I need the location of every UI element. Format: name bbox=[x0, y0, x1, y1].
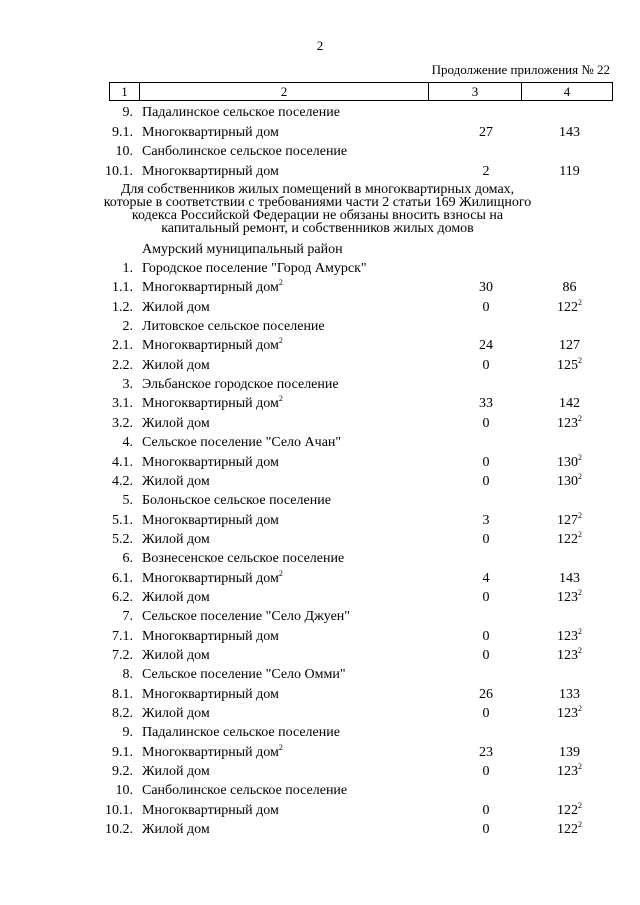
footnote-mark: 2 bbox=[278, 742, 283, 752]
column-3-value: 3 bbox=[482, 512, 490, 528]
row-name-text: Санболинское сельское поселение bbox=[142, 783, 348, 799]
row-number: 8. bbox=[122, 667, 133, 683]
footnote-mark: 2 bbox=[278, 336, 283, 346]
column-4-value bbox=[532, 588, 607, 607]
row-name bbox=[142, 142, 347, 161]
column-4-number: 122 bbox=[557, 822, 578, 838]
column-3-value: 0 bbox=[482, 589, 490, 605]
column-4-value bbox=[532, 472, 607, 491]
row-number: 6.2. bbox=[112, 589, 133, 605]
table-row bbox=[0, 317, 640, 336]
footnote-mark: 2 bbox=[578, 529, 582, 539]
column-header-3: 3 bbox=[429, 83, 522, 101]
column-4-number: 143 bbox=[559, 124, 580, 140]
column-3-value: 30 bbox=[479, 280, 493, 296]
table-row bbox=[0, 549, 640, 568]
row-name bbox=[142, 530, 210, 549]
row-name bbox=[142, 801, 279, 820]
table-row bbox=[0, 414, 640, 433]
row-name-text: Жилой дом bbox=[142, 299, 210, 315]
footnote-mark: 2 bbox=[578, 355, 582, 365]
column-4-number: 139 bbox=[559, 744, 580, 760]
column-4-number: 125 bbox=[557, 357, 578, 373]
row-name bbox=[142, 569, 283, 588]
column-4-value bbox=[532, 685, 607, 704]
row-name-text: Многоквартирный дом bbox=[142, 124, 279, 140]
row-name-text: Многоквартирный дом bbox=[142, 396, 279, 412]
row-name bbox=[142, 762, 210, 781]
column-header-4: 4 bbox=[522, 83, 613, 101]
table-row bbox=[0, 511, 640, 530]
footnote-mark: 2 bbox=[278, 394, 283, 404]
table-row bbox=[0, 433, 640, 452]
table-row bbox=[0, 298, 640, 317]
row-name bbox=[142, 162, 279, 181]
row-name bbox=[142, 375, 339, 394]
row-number: 9.2. bbox=[112, 764, 133, 780]
row-name-text: Многоквартирный дом bbox=[142, 512, 279, 528]
row-number: 1.1. bbox=[112, 280, 133, 296]
column-4-value bbox=[532, 530, 607, 549]
row-number: 7. bbox=[122, 609, 133, 625]
footnote-mark: 2 bbox=[578, 800, 582, 810]
row-name-text: Жилой дом bbox=[142, 415, 210, 431]
table-row bbox=[0, 685, 640, 704]
row-name-text: Жилой дом bbox=[142, 357, 210, 373]
column-4-number: 122 bbox=[557, 299, 578, 315]
footnote-mark: 2 bbox=[578, 587, 582, 597]
column-3-value: 0 bbox=[482, 299, 490, 315]
row-name bbox=[142, 549, 344, 568]
row-name bbox=[142, 103, 340, 122]
table-row bbox=[0, 820, 640, 839]
row-name bbox=[142, 123, 279, 142]
table-row bbox=[0, 491, 640, 510]
row-name bbox=[142, 588, 210, 607]
row-name-text: Жилой дом bbox=[142, 822, 210, 838]
footnote-mark: 2 bbox=[578, 510, 582, 520]
row-name bbox=[142, 704, 210, 723]
column-3-value: 0 bbox=[482, 473, 490, 489]
row-name bbox=[142, 607, 350, 626]
table-row bbox=[0, 781, 640, 800]
column-4-value bbox=[532, 356, 607, 375]
row-name-text: Жилой дом bbox=[142, 764, 210, 780]
row-name bbox=[142, 723, 340, 742]
column-3-value: 0 bbox=[482, 415, 490, 431]
row-name bbox=[142, 472, 210, 491]
row-name-text: Многоквартирный дом bbox=[142, 454, 279, 470]
row-name-text: Вознесенское сельское поселение bbox=[142, 551, 345, 567]
row-name bbox=[142, 511, 279, 530]
table-row bbox=[0, 627, 640, 646]
table-row bbox=[0, 103, 640, 122]
row-name bbox=[142, 453, 279, 472]
row-name-text: Сельское поселение "Село Омми" bbox=[142, 667, 346, 683]
row-name bbox=[142, 646, 210, 665]
row-number: 10.1. bbox=[105, 802, 133, 818]
row-name bbox=[142, 743, 283, 762]
column-4-number: 123 bbox=[557, 706, 578, 722]
row-name-text: Многоквартирный дом bbox=[142, 280, 279, 296]
table-row bbox=[0, 743, 640, 762]
row-name-text: Эльбанское городское поселение bbox=[142, 377, 339, 393]
column-4-value bbox=[532, 162, 607, 181]
table-row bbox=[0, 607, 640, 626]
row-number: 5. bbox=[122, 493, 133, 509]
column-4-value bbox=[532, 569, 607, 588]
row-number: 6. bbox=[122, 551, 133, 567]
row-name-text: Жилой дом bbox=[142, 648, 210, 663]
row-name bbox=[142, 356, 210, 375]
column-4-number: 123 bbox=[557, 628, 578, 644]
column-3-value: 0 bbox=[482, 802, 490, 818]
table-row bbox=[0, 356, 640, 375]
footnote-mark: 2 bbox=[578, 626, 582, 636]
column-4-number: 122 bbox=[557, 531, 578, 547]
row-name bbox=[142, 627, 279, 646]
row-name bbox=[142, 685, 279, 704]
row-name-text: Жилой дом bbox=[142, 706, 210, 722]
row-number: 10.2. bbox=[105, 822, 133, 838]
row-name-text: Многоквартирный дом bbox=[142, 628, 279, 644]
region-title: Амурский муниципальный район bbox=[142, 242, 343, 257]
column-4-number: 127 bbox=[559, 338, 580, 354]
table-row bbox=[0, 801, 640, 820]
row-name-text: Жилой дом bbox=[142, 531, 210, 547]
column-header-2: 2 bbox=[140, 83, 429, 101]
row-number: 9.1. bbox=[112, 124, 133, 140]
table-row bbox=[0, 123, 640, 142]
footnote-mark: 2 bbox=[578, 762, 582, 772]
table-row bbox=[0, 278, 640, 297]
column-4-number: 127 bbox=[557, 512, 578, 528]
section-heading: Для собственников жилых помещений в многоквартирных домах, которые в соответствии с требованиями части 2 статьи 169 Жилищного кодекса Российской Федерации не обязаны вносить взносы на капитальный ремонт, и собственников жилых домов bbox=[103, 182, 532, 236]
column-4-number: 123 bbox=[557, 589, 578, 605]
column-4-number: 142 bbox=[559, 396, 580, 412]
column-3-value: 23 bbox=[479, 744, 493, 760]
column-3-value: 0 bbox=[482, 454, 490, 470]
column-3-value: 4 bbox=[482, 570, 490, 586]
row-name-text: Санболинское сельское поселение bbox=[142, 144, 348, 159]
column-4-value bbox=[532, 743, 607, 762]
table-row bbox=[0, 704, 640, 723]
table-row bbox=[0, 762, 640, 781]
column-4-value bbox=[532, 453, 607, 472]
footnote-mark: 2 bbox=[578, 820, 582, 830]
table-row bbox=[0, 665, 640, 684]
table-row bbox=[0, 472, 640, 491]
column-4-number: 119 bbox=[559, 163, 580, 179]
row-number: 8.2. bbox=[112, 706, 133, 722]
row-name bbox=[142, 414, 210, 433]
column-4-number: 122 bbox=[557, 802, 578, 818]
table-row bbox=[0, 162, 640, 181]
table-row bbox=[0, 569, 640, 588]
row-number: 7.1. bbox=[112, 628, 133, 644]
column-3-value: 0 bbox=[482, 628, 490, 644]
row-name-text: Болоньское сельское поселение bbox=[142, 493, 331, 509]
row-number: 9. bbox=[122, 725, 133, 741]
table-row bbox=[0, 453, 640, 472]
column-3-value: 0 bbox=[482, 357, 490, 373]
row-name bbox=[142, 433, 341, 452]
row-number: 4.2. bbox=[112, 473, 133, 489]
table-row bbox=[0, 259, 640, 278]
row-number: 10. bbox=[115, 783, 133, 799]
row-name-text: Падалинское сельское поселение bbox=[142, 725, 340, 741]
footnote-mark: 2 bbox=[578, 297, 582, 307]
row-number: 8.1. bbox=[112, 686, 133, 702]
row-number: 7.2. bbox=[112, 648, 133, 663]
table-row bbox=[0, 142, 640, 161]
table-row bbox=[0, 375, 640, 394]
column-3-value: 0 bbox=[482, 531, 490, 547]
footnote-mark: 2 bbox=[578, 646, 582, 655]
row-name-text: Сельское поселение "Село Джуен" bbox=[142, 609, 351, 625]
row-name bbox=[142, 259, 367, 278]
column-4-number: 130 bbox=[557, 473, 578, 489]
column-4-value bbox=[532, 762, 607, 781]
row-name bbox=[142, 278, 283, 297]
table-row bbox=[0, 646, 640, 665]
row-number: 4.1. bbox=[112, 454, 133, 470]
column-4-value bbox=[532, 123, 607, 142]
row-number: 3. bbox=[122, 377, 133, 393]
footnote-mark: 2 bbox=[578, 471, 582, 481]
table-row bbox=[0, 723, 640, 742]
column-4-value bbox=[532, 627, 607, 646]
row-name bbox=[142, 491, 331, 510]
column-3-value: 24 bbox=[479, 338, 493, 354]
footnote-mark: 2 bbox=[278, 278, 283, 288]
column-3-value: 0 bbox=[482, 764, 490, 780]
column-4-number: 123 bbox=[557, 415, 578, 431]
row-name-text: Литовское сельское поселение bbox=[142, 319, 325, 335]
row-name-text: Многоквартирный дом bbox=[142, 570, 279, 586]
column-header-table bbox=[109, 82, 613, 101]
row-name-text: Многоквартирный дом bbox=[142, 744, 279, 760]
row-number: 1.2. bbox=[112, 299, 133, 315]
footnote-mark: 2 bbox=[278, 568, 283, 578]
row-name-text: Многоквартирный дом bbox=[142, 686, 279, 702]
row-number: 3.1. bbox=[112, 396, 133, 412]
row-name-text: Падалинское сельское поселение bbox=[142, 105, 340, 120]
row-name-text: Многоквартирный дом bbox=[142, 802, 279, 818]
row-name bbox=[142, 394, 283, 413]
column-4-value bbox=[532, 394, 607, 413]
column-4-number: 123 bbox=[557, 648, 578, 663]
column-header-1: 1 bbox=[110, 83, 140, 101]
column-4-value bbox=[532, 801, 607, 820]
column-3-value: 0 bbox=[482, 706, 490, 722]
row-name bbox=[142, 336, 283, 355]
column-3-value: 0 bbox=[482, 648, 490, 663]
row-number: 10.1. bbox=[105, 163, 133, 179]
column-4-number: 133 bbox=[559, 686, 580, 702]
column-4-value bbox=[532, 414, 607, 433]
row-name bbox=[142, 781, 347, 800]
row-number: 9.1. bbox=[112, 744, 133, 760]
table-row bbox=[0, 336, 640, 355]
continuation-label: Продолжение приложения № 22 bbox=[431, 62, 610, 77]
page-number: 2 bbox=[316, 38, 324, 53]
column-4-number: 123 bbox=[557, 764, 578, 780]
row-number: 4. bbox=[122, 435, 133, 451]
column-3-value: 26 bbox=[479, 686, 493, 702]
table-row bbox=[0, 394, 640, 413]
row-number: 3.2. bbox=[112, 415, 133, 431]
row-name-text: Многоквартирный дом bbox=[142, 163, 279, 179]
row-name bbox=[142, 298, 210, 317]
column-4-value bbox=[532, 704, 607, 723]
row-number: 2.1. bbox=[112, 338, 133, 354]
row-name-text: Сельское поселение "Село Ачан" bbox=[142, 435, 342, 451]
column-4-number: 143 bbox=[559, 570, 580, 586]
row-name-text: Многоквартирный дом bbox=[142, 338, 279, 354]
row-number: 10. bbox=[115, 144, 133, 159]
column-4-value bbox=[532, 511, 607, 530]
footnote-mark: 2 bbox=[578, 704, 582, 714]
footnote-mark: 2 bbox=[578, 452, 582, 462]
column-4-value bbox=[532, 336, 607, 355]
row-number: 9. bbox=[122, 105, 133, 120]
column-3-value: 33 bbox=[479, 396, 493, 412]
column-4-number: 86 bbox=[562, 280, 577, 296]
row-name bbox=[142, 317, 325, 336]
column-4-value bbox=[532, 820, 607, 839]
footnote-mark: 2 bbox=[578, 413, 582, 423]
column-header-row bbox=[110, 83, 613, 101]
table-row bbox=[0, 588, 640, 607]
table-row bbox=[0, 530, 640, 549]
column-3-value: 2 bbox=[482, 163, 490, 179]
row-name bbox=[142, 820, 210, 839]
column-3-value: 27 bbox=[479, 124, 493, 140]
column-4-value bbox=[532, 278, 607, 297]
row-number: 1. bbox=[122, 261, 133, 276]
row-name bbox=[142, 665, 346, 684]
row-number: 2. bbox=[122, 319, 133, 335]
row-number: 6.1. bbox=[112, 570, 133, 586]
column-3-value: 0 bbox=[482, 822, 490, 838]
row-name-text: Городское поселение "Город Амурск" bbox=[142, 261, 367, 276]
column-4-number: 130 bbox=[557, 454, 578, 470]
row-name-text: Жилой дом bbox=[142, 589, 210, 605]
column-4-value bbox=[532, 646, 607, 665]
row-number: 5.1. bbox=[112, 512, 133, 528]
row-number: 2.2. bbox=[112, 357, 133, 373]
row-name-text: Жилой дом bbox=[142, 473, 210, 489]
row-number: 5.2. bbox=[112, 531, 133, 547]
column-4-value bbox=[532, 298, 607, 317]
